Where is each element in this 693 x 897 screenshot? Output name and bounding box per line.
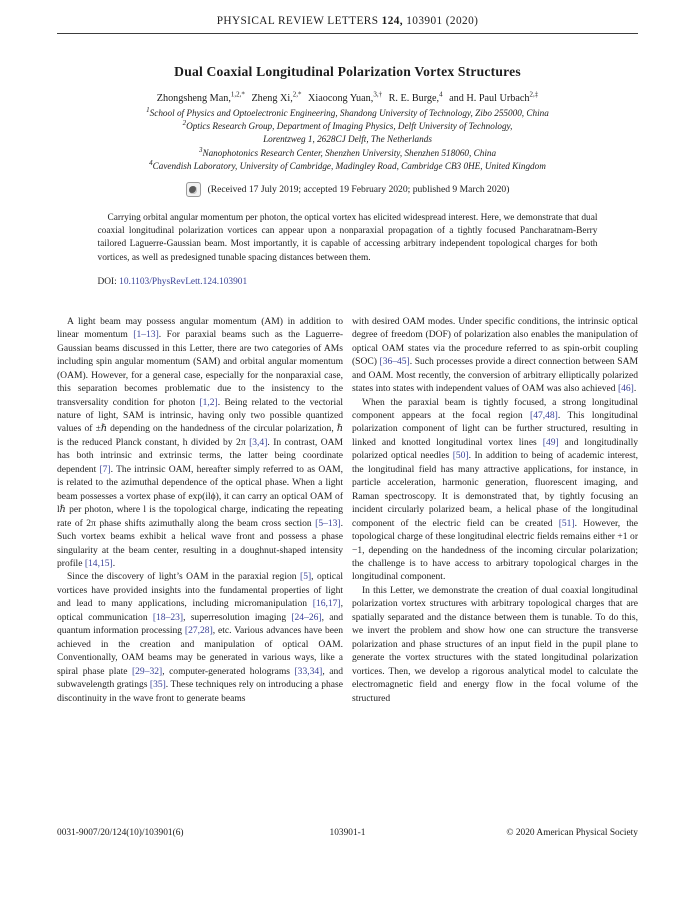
citation-link[interactable]: [14,15]	[84, 557, 113, 569]
author-superscript: 3,†	[373, 90, 383, 99]
abstract	[98, 212, 598, 265]
citation-link[interactable]: [27,28]	[184, 625, 213, 637]
body-paragraph: When the paraxial beam is tightly focused, a strong longitudinal component appears at the focal region [47,48]. This longitudinal polarization component of light can be further structured, resulting in linked and knotted longitudinal vortex lines [49] and longitudinally polarized optical needles [50]. In addition to being of academic interest, the longitudinal field has many attractive applications, for instance, in particle acceleration, harmonic generation, fluorescent imaging, and Raman spectroscopy. It is demonstrated that, by tightly focusing an incident circularly polarized beam, a helical phase of the longitudinal component of the electric field can be created [51]. However, the topological charge of these longitudinal electric fields remains either +1 or −1, depending on the handedness of the incoming circular polarization; the challenge is to have access to arbitrary topological charges in the longitudinal component.	[352, 396, 638, 583]
citation-link[interactable]: [7]	[99, 463, 111, 475]
body-paragraph: with desired OAM modes. Under specific conditions, the intrinsic optical degree of freedom (DOF) of polarization also enables the manipulation of optical OAM states via the procedure referred to as spin-orbit coupling (SOC) [36–45]. Such processes provide a direct connection between SAM and OAM. Most recently, the conversion of arbitrary elliptically polarized states into states with independent values of OAM was also achieved [46].	[352, 315, 638, 395]
citation-link[interactable]: [51]	[558, 517, 575, 529]
body-paragraph: Since the discovery of light’s OAM in the paraxial region [5], optical vortices have provided insights into the fundamental properties of light and lead to many applications, including micromanipulation [16,17], optical communication [18–23], superresolution imaging [24–26], and quantum information processing [27,28], etc. Various advances have been achieved in the creation and manipulation of optical OAM. Conventionally, OAM beams may be generated in various ways, like a spiral phase plate [29–32], computer-generated holograms [33,34], and subwavelength gratings [35]. These techniques rely on introducing a phase discontinuity in the wave front to generate beams	[57, 571, 344, 704]
doi-label: DOI:	[97, 276, 120, 287]
doi-line	[98, 277, 598, 287]
citation-link[interactable]: [16,17]	[312, 598, 341, 610]
crossmark-icon[interactable]	[186, 182, 201, 197]
author: Zhongsheng Man,$^{1,2,*}$	[156, 90, 245, 104]
citation-link[interactable]: [18–23]	[152, 611, 184, 623]
citation-link[interactable]: [24–26]	[291, 611, 322, 623]
author-superscript: 2,*	[292, 90, 302, 99]
citation-link[interactable]: [5]	[300, 571, 312, 583]
author: R. E. Burge,$^4$	[388, 90, 443, 104]
affiliation-line: Lorentzweg 1, 2628CJ Delft, The Netherlands	[263, 134, 432, 145]
citation-link[interactable]: [29–32]	[131, 665, 163, 677]
body-paragraph: In this Letter, we demonstrate the creation of dual coaxial longitudinal polarization vortex structures with arbitrary topological charges that are spatially separated and the distance between them is tunable. To do this, we invert the problem and show how one can structure the transverse polarization and phase structures of an input field in the pupil plane to generate the vortex structures with the stated longitudinal polarization vortices. Then, we develop a rigorous analytical model to calculate the electromagnetic field and energy flow in the focal volume of the structured	[352, 584, 638, 704]
right-column	[352, 315, 638, 705]
left-column	[57, 315, 343, 705]
footer-copyright: © 2020 American Physical Society	[506, 828, 638, 838]
citation-link[interactable]: [46]	[617, 383, 634, 395]
article-history-row	[57, 182, 638, 200]
abstract-text: Carrying orbital angular momentum per photon, the optical vortex has elicited widespread interest. Here, we demonstrate that dual coaxial longitudinal polarization vortices can appear upon a nonparaxial propagation of a tightly focused Pancharatnam-Berry tailored Laguerre-Gaussian beam. Most importantly, it is capable of accessing arbitrary independent topological charges for both vortices, as well as predesigned tunable spacing distances between them.	[97, 213, 598, 263]
author: and H. Paul Urbach$^{2,\ddagger}$	[449, 90, 539, 104]
author: Zheng Xi,$^{2,*}$	[251, 90, 302, 104]
page-footer	[57, 828, 638, 838]
citation-link[interactable]: [50]	[452, 450, 469, 462]
journal-volume: 124,	[381, 15, 404, 27]
journal-header	[57, 0, 638, 34]
paper-title: Dual Coaxial Longitudinal Polarization Vortex Structures	[174, 64, 521, 79]
citation-link[interactable]: [36–45]	[379, 356, 410, 368]
citation-link[interactable]: [33,34]	[294, 665, 323, 677]
author: Xiaocong Yuan,$^{3,\dagger}$	[308, 90, 383, 104]
footer-issn-code: 0031-9007/20/124(10)/103901(6)	[57, 828, 184, 838]
affiliation-line: $^3$Nanophotonics Research Center, Shenzhen University, Shenzhen 518060, China	[198, 145, 497, 158]
citation-link[interactable]: [47,48]	[530, 410, 558, 421]
body-text	[57, 315, 638, 705]
article-history: (Received 17 July 2019; accepted 19 February 2020; published 9 March 2020)	[207, 184, 510, 196]
author-superscript: 1,2,*	[230, 90, 245, 99]
affiliation-line: $^4$Cavendish Laboratory, University of Cambridge, Madingley Road, Cambridge CB3 0HE, United Kingdom	[149, 158, 546, 171]
citation-link[interactable]: [1–13]	[133, 329, 159, 341]
citation-link[interactable]: [35]	[149, 679, 166, 691]
citation-link[interactable]: [3,4]	[249, 436, 268, 448]
affiliation-line: $^2$Optics Research Group, Department of Imaging Physics, Delft University of Technology,	[182, 119, 513, 132]
journal-name: PHYSICAL REVIEW LETTERS	[216, 15, 379, 27]
citation-link[interactable]: [1,2]	[199, 396, 218, 408]
crossmark-disc-icon	[189, 186, 197, 194]
body-paragraph: A light beam may possess angular momentum (AM) in addition to linear momentum [1–13]. For paraxial beams such as the Laguerre-Gaussian beams discussed in this Letter, there are two categories of AMs including spin angular momentum (SAM) and orbital angular momentum (OAM). However, for a general case, especially for the nonparaxial case, this separation becomes problematic due to the insistency to the transversality condition for photon [1,2]. Being related to the vectorial nature of light, SAM is intrinsic, having only two possible quantized values of ±ℏ depending on the handedness of the circular polarization, ℏ is the reduced Planck constant, h divided by 2π [3,4]. In contrast, OAM has both intrinsic and extrinsic terms, the latter being coordinate dependent [7]. The intrinsic OAM, hereafter simply referred to as OAM, is related to the azimuthal dependence of the optical phase. When a light beam possesses a vortex phase of exp(ilϕ), it can carry an optical OAM of lℏ per photon, where l is the topological charge, indicating the repeating rate of 2π phase shifts azimuthally along the beam cross section [5–13]. Such vortex beams exhibit a helical wave front and possess a phase singularity at the beam center, resulting in a doughnut-shaped intensity profile [14,15].	[57, 315, 344, 569]
author-superscript: 2,‡	[529, 90, 539, 99]
citation-link[interactable]: [49]	[542, 436, 559, 448]
affiliations	[57, 107, 638, 173]
footer-page-number: 103901-1	[329, 828, 366, 838]
doi-link[interactable]: 10.1103/PhysRevLett.124.103901	[119, 276, 248, 287]
author-line	[57, 90, 638, 104]
citation-link[interactable]: [5–13]	[315, 517, 341, 529]
affiliation-line: $^1$School of Physics and Optoelectronic Engineering, Shandong University of Technology, Zibo 255000, China	[146, 105, 549, 118]
author-superscript: 4	[439, 90, 443, 99]
journal-issue: 103901 (2020)	[406, 15, 479, 27]
